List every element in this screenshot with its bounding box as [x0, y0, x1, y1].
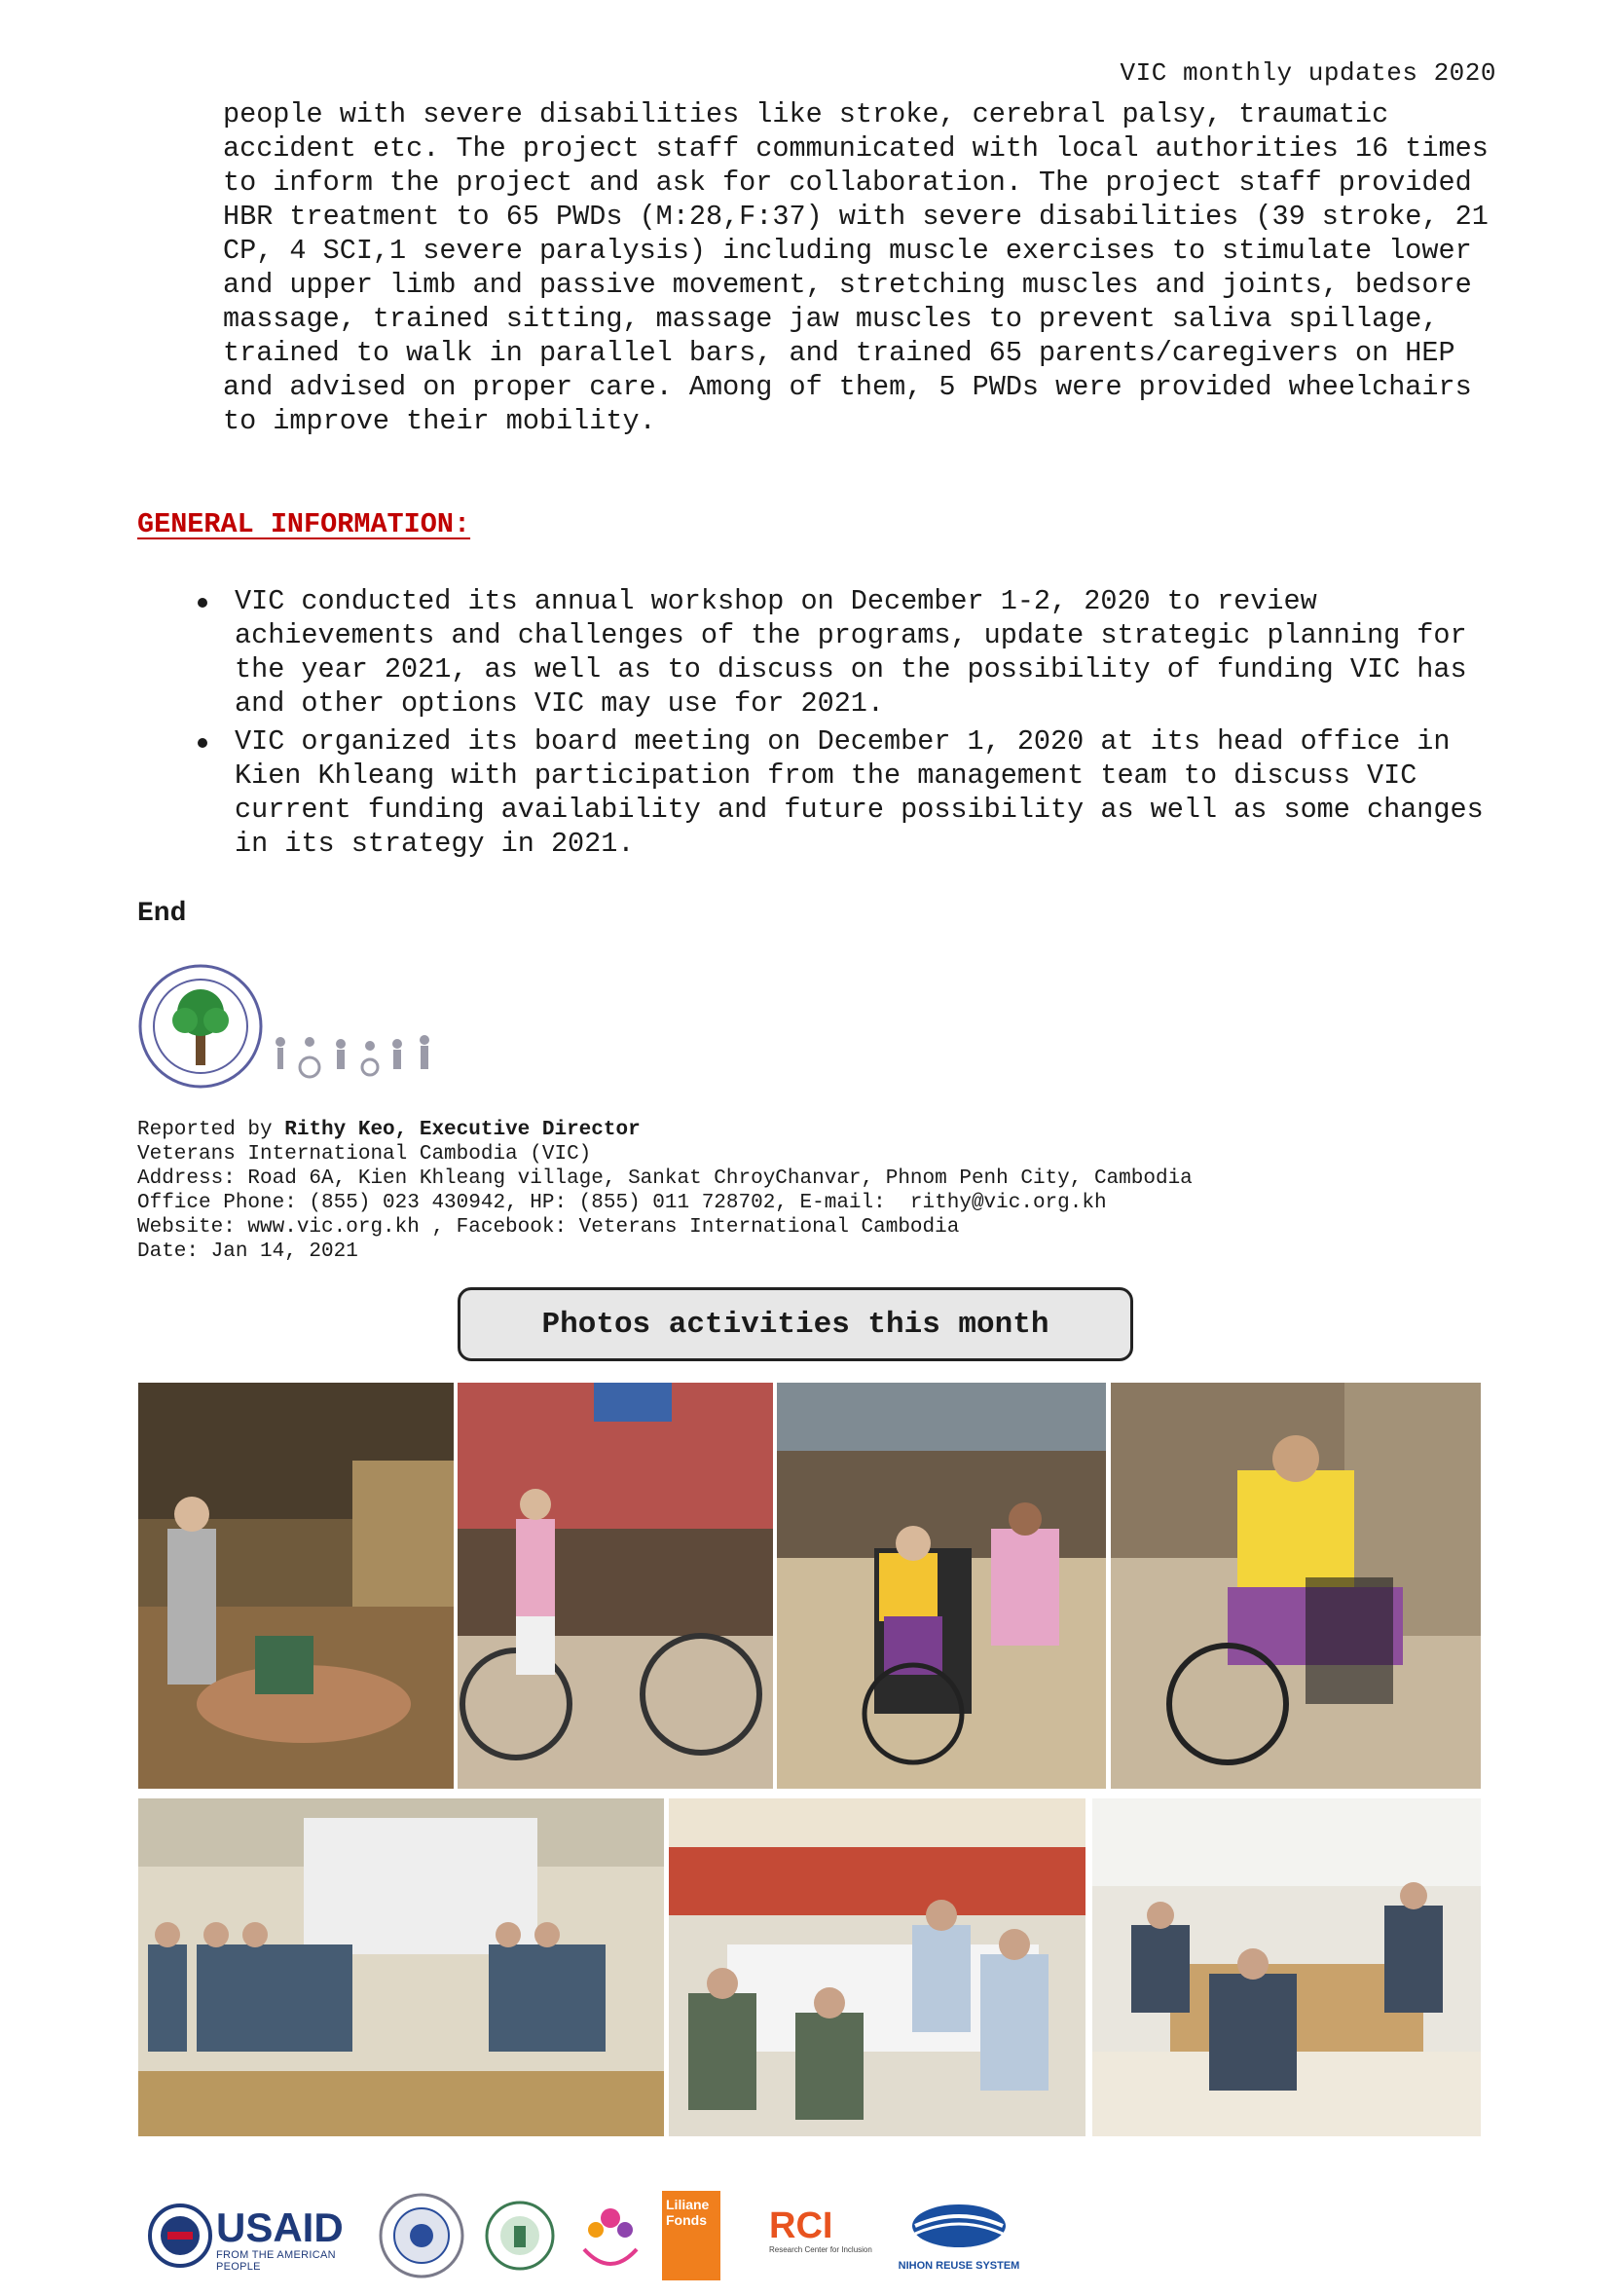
activity-photo — [138, 1798, 664, 2136]
usaid-logo: USAID FROM THE AMERICAN PEOPLE — [216, 2204, 344, 2273]
list-item-text: VIC organized its board meeting on December 1, 2020 at its head office in Kien Khleang with participation from the management team to discuss VIC current funding availability and future possibility as well as some changes in its strategy in 2021. — [235, 725, 1484, 860]
vic-logo — [136, 962, 506, 1098]
bullet-icon — [198, 598, 207, 608]
usaid-seal-icon — [146, 2191, 214, 2280]
bullet-icon — [198, 738, 207, 748]
people-silhouettes-icon — [276, 1035, 429, 1077]
activity-photo — [777, 1383, 1106, 1789]
activity-photo — [138, 1383, 454, 1789]
rci-logo: RCI Research Center for Inclusion — [769, 2205, 872, 2254]
activity-photo — [1111, 1383, 1481, 1789]
photos-section-title: Photos activities this month — [458, 1287, 1133, 1361]
general-information-heading: GENERAL INFORMATION: — [137, 508, 471, 540]
partner-seal-icon — [483, 2191, 557, 2280]
intro-paragraph — [223, 97, 1498, 438]
phone-line: Office Phone: (855) 023 430942, HP: (855) 011 728702, E-mail: rithy@vic.org.kh — [137, 1192, 1107, 1214]
report-date: Date: Jan 14, 2021 — [137, 1241, 358, 1263]
end-label: End — [137, 899, 187, 929]
activity-photo — [1092, 1798, 1481, 2136]
government-seal-icon — [378, 2191, 465, 2280]
list-item-text: VIC conducted its annual workshop on December 1-2, 2020 to review achievements and challenges of the programs, update strategic planning for the year 2021, as well as to discuss on the possibility of funding VIC has and other options VIC may use for 2021. — [235, 585, 1467, 720]
activity-photo — [458, 1383, 773, 1789]
report-info — [137, 1118, 1193, 1264]
organization-name: Veterans International Cambodia (VIC) — [137, 1143, 592, 1166]
activity-photo — [669, 1798, 1085, 2136]
running-header: VIC monthly updates 2020 — [1120, 58, 1496, 88]
intro-paragraph-text: people with severe disabilities like stroke, cerebral palsy, traumatic accident etc. The project staff communicated with local authorities 16 times to inform the project and ask for collaboration. The project staff provided HBR treatment to 65 PWDs (M:28,F:37) with severe disabilities (39 stroke, 21 CP, 4 SCI,1 severe paralysis) including muscle exercises to stimulate lower and upper limb and passive movement, stretching muscles and joints, bedsore massage, trained sitting, massage jaw muscles to prevent saliva spillage, trained to walk in parallel bars, and trained 65 parents/caregivers on HEP and advised on proper care. Among of them, 5 PWDs were provided wheelchairs to improve their mobility. — [223, 98, 1489, 437]
general-information-list — [137, 584, 1500, 865]
reporter-name: Rithy Keo, Executive Director — [284, 1119, 641, 1141]
website-line: Website: www.vic.org.kh , Facebook: Veterans International Cambodia — [137, 1216, 960, 1239]
nihon-reuse-system-logo: NIHON REUSE SYSTEM — [896, 2197, 1022, 2286]
sponsor-logos — [146, 2191, 1412, 2288]
reported-by-line: Reported by Rithy Keo, Executive Director — [137, 1119, 641, 1141]
gupta-family-foundation-logo — [574, 2191, 646, 2280]
address-line: Address: Road 6A, Kien Khleang village, Sankat ChroyChanvar, Phnom Penh City, Cambodia — [137, 1167, 1193, 1190]
liliane-fonds-logo: Liliane Fonds — [662, 2191, 720, 2280]
list-item — [137, 584, 1500, 721]
list-item — [137, 724, 1500, 861]
